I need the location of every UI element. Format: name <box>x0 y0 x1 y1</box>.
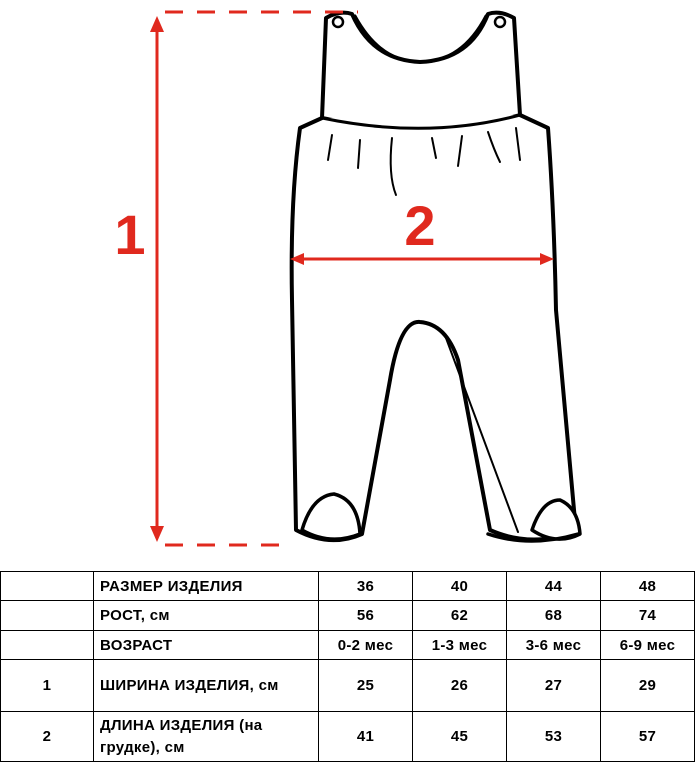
table-cell: 48 <box>601 572 695 601</box>
table-cell: 45 <box>413 712 507 762</box>
table-row <box>1 601 695 630</box>
table-cell: 57 <box>601 712 695 762</box>
row-label: ШИРИНА ИЗДЕЛИЯ, см <box>94 660 319 712</box>
row-number <box>1 630 94 659</box>
row-number: 1 <box>1 660 94 712</box>
row-label: ВОЗРАСТ <box>94 630 319 659</box>
row-number: 2 <box>1 712 94 762</box>
table-cell: 41 <box>319 712 413 762</box>
row-label: РОСТ, см <box>94 601 319 630</box>
table-cell: 36 <box>319 572 413 601</box>
romper-outline <box>292 13 580 541</box>
table-cell: 40 <box>413 572 507 601</box>
table-cell: 25 <box>319 660 413 712</box>
dimension-2-label: 2 <box>404 194 436 257</box>
table-cell: 53 <box>507 712 601 762</box>
table-cell: 56 <box>319 601 413 630</box>
table-cell: 1-3 мес <box>413 630 507 659</box>
row-label: ДЛИНА ИЗДЕЛИЯ (на грудке), см <box>94 712 319 762</box>
table-row <box>1 712 695 762</box>
row-label: РАЗМЕР ИЗДЕЛИЯ <box>94 572 319 601</box>
table-cell: 62 <box>413 601 507 630</box>
table-row <box>1 572 695 601</box>
row-number <box>1 572 94 601</box>
dimension-1-label: 1 <box>114 203 146 266</box>
table-cell: 44 <box>507 572 601 601</box>
table-row <box>1 660 695 712</box>
table-cell: 68 <box>507 601 601 630</box>
table-cell: 3-6 мес <box>507 630 601 659</box>
table-cell: 6-9 мес <box>601 630 695 659</box>
table-cell: 27 <box>507 660 601 712</box>
table-row <box>1 630 695 659</box>
table-cell: 26 <box>413 660 507 712</box>
row-number <box>1 601 94 630</box>
size-table <box>0 571 695 762</box>
table-cell: 29 <box>601 660 695 712</box>
table-cell: 74 <box>601 601 695 630</box>
table-cell: 0-2 мес <box>319 630 413 659</box>
